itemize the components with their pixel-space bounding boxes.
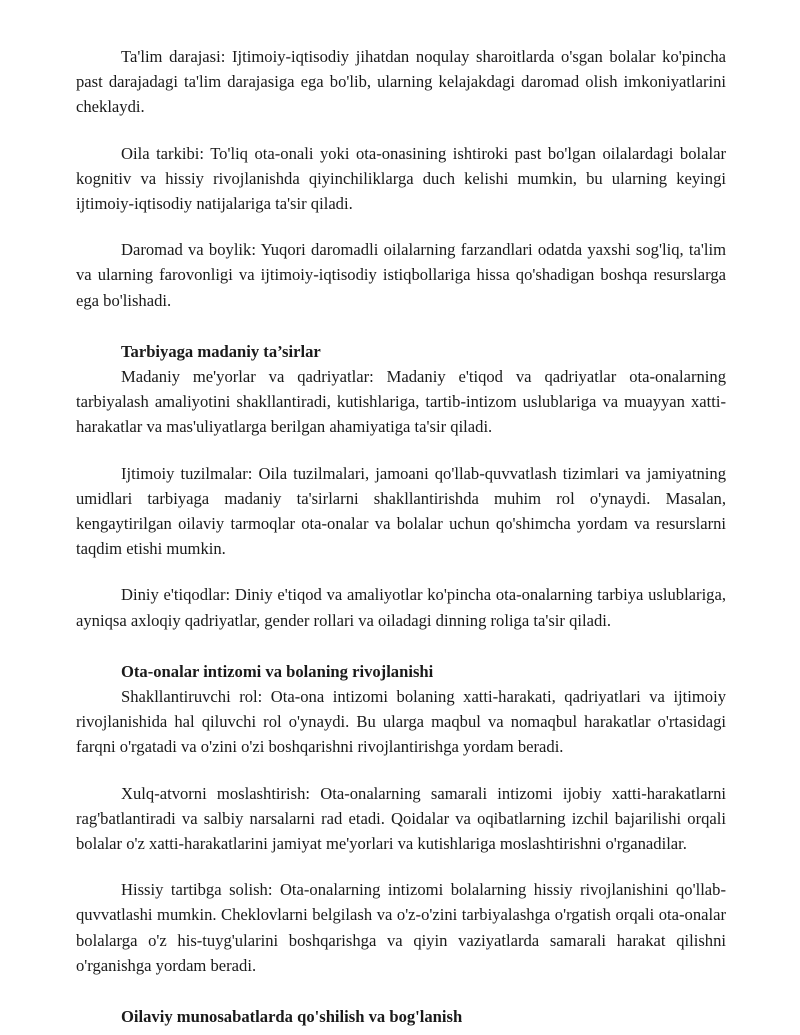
section-heading-parental-discipline: Ota-onalar intizomi va bolaning rivojlanishi [121, 661, 434, 681]
section-heading-family-attachment: Oilaviy munosabatlarda qo'shilish va bog'lanish [121, 1007, 463, 1027]
paragraph-emotional-regulation: Hissiy tartibga solish: Ota-onalarning intizomi bolalarning hissiy rivojlanishini qo'llab-quvvatlashi mumkin. Cheklovlarni belgilash va o'z-o'zini tarbiyalashga o'rgatish orqali ota-onalar bolalarga o'z his-tuyg'ularini boshqarishga va qiyin vaziyatlarda samarali harakat qilishni o'rganishga yordam beradi. [76, 880, 726, 975]
section-heading-cultural-influences: Tarbiyaga madaniy ta’sirlar [121, 341, 321, 361]
paragraph-religious-beliefs: Diniy e'tiqodlar: Diniy e'tiqod va amaliyotlar ko'pincha ota-onalarning tarbiya uslublariga, ayniqsa axloqiy qadriyatlar, gender rollari va oiladagi dinning roliga ta'sir qiladi. [76, 585, 726, 630]
paragraph-cultural-norms: Madaniy me'yorlar va qadriyatlar: Madaniy e'tiqod va qadriyatlar ota-onalarning tarbiyalash amaliyotini shakllantiradi, kutishlariga, tartib-intizom uslublariga va muayyan xatti-harakatlar va mas'uliyatlarga berilgan ahamiyatiga ta'sir qiladi. [76, 367, 726, 437]
paragraph-behavior-adaptation: Xulq-atvorni moslashtirish: Ota-onalarning samarali intizomi ijobiy xatti-harakatlarni rag'batlantiradi va salbiy narsalarni rad etadi. Qoidalar va oqibatlarning izchil bajarilishi orqali bolalar o'z xatti-harakatlarini jamiyat me'yorlari va kutishlariga moslashtirishni o'rganadilar. [76, 783, 726, 854]
paragraph-income-wealth: Daromad va boylik: Yuqori daromadli oilalarning farzandlari odatda yaxshi sog'liq, ta'lim va ularning farovonligi va ijtimoiy-iqtisodiy istiqbollariga hissa qo'shadigan boshqa resurslarga ega bo'lishadi. [76, 240, 726, 310]
document-page [76, 44, 726, 1029]
paragraph-formative-role: Shakllantiruvchi rol: Ota-ona intizomi bolaning xatti-harakati, qadriyatlari va ijtimoiy rivojlanishida hal qiluvchi rol o'ynaydi. Bu ularga maqbul va nomaqbul harakatlar o'rtasidagi farqni o'rgatadi va o'zini o'zi boshqarishni rivojlantirishga yordam beradi. [76, 687, 726, 757]
paragraph-social-structures: Ijtimoiy tuzilmalar: Oila tuzilmalari, jamoani qo'llab-quvvatlash tizimlari va jamiyatning umidlari tarbiyaga madaniy ta'sirlarni shakllantirishda muhim rol o'ynaydi. Masalan, kengaytirilgan oilaviy tarmoqlar ota-onalar va bolalar uchun qo'shimcha yordam va resurslarni taqdim etishi mumkin. [76, 463, 726, 559]
paragraph-family-structure: Oila tarkibi: To'liq ota-onali yoki ota-onasining ishtiroki past bo'lgan oilalardagi bolalar kognitiv va hissiy rivojlanishda qiyinchiliklarga duch kelishi mumkin, bu ularning keyingi ijtimoiy-iqtisodiy natijalariga ta'sir qiladi. [76, 143, 726, 214]
paragraph-education-level: Ta'lim darajasi: Ijtimoiy-iqtisodiy jihatdan noqulay sharoitlarda o'sgan bolalar ko'pincha past darajadagi ta'lim darajasiga ega bo'lib, ularning kelajakdagi daromad olish imkoniyatlarini cheklaydi. [76, 47, 726, 117]
